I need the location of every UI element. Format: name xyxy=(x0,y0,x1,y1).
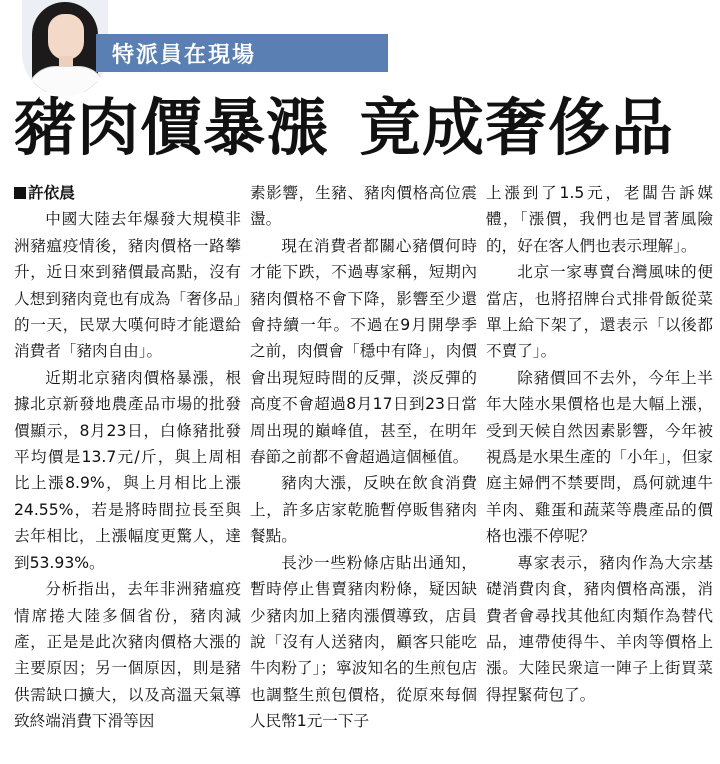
paragraph: 分析指出，去年非洲豬瘟疫情席捲大陸多個省份，豬肉減產，正是是此次豬肉價格大漲的主要原因；另一個原因，則是豬供需缺口擴大，以及高溫天氣導致終端消費下滑等因 xyxy=(14,580,241,731)
byline-author: 許依晨 xyxy=(28,184,75,202)
paragraph-continued: 上漲到了1.5元，老闆告訴媒體，「漲價，我們也是冒著風險的，好在客人們也表示理解」。 xyxy=(486,184,713,255)
paragraph: 近期北京豬肉價格暴漲，根據北京新發地農產品市場的批發價顯示，8月23日，白條豬批發平均價是13.7元/斤，與上周相比上漲8.9%，與上月相比上漲24.55%，若是將時間拉長至與去年相比，上漲幅度更驚人，達到53.93%。 xyxy=(14,368,241,572)
paragraph: 豬肉大漲，反映在飲食消費上，許多店家乾脆暫停販售豬肉餐點。 xyxy=(250,474,477,546)
section-label: 特派員在現場 xyxy=(112,42,257,68)
paragraph: 專家表示，豬肉作為大宗基礎消費肉食，豬肉價格高漲，消費者會尋找其他紅肉類作為替代品，連帶使得牛、羊肉等價格上漲。大陸民衆這一陣子上街買菜得捏緊荷包了。 xyxy=(486,553,713,704)
headline-part-1: 豬肉價暴漲 xyxy=(14,91,330,164)
paragraph: 現在消費者都關心豬價何時才能下跌，不過專家稱，短期內豬肉價格不會下降，影響至少還會持續一年。不過在9月開學季之前，肉價會「穩中有降」，肉價會出現短時間的反彈，淡反彈的高度不會超過8月17日到23日當周出現的巔峰值，甚至，在明年春節之前都不會超過這個極值。 xyxy=(250,236,477,467)
paragraph: 除豬價回不去外，今年上半年大陸水果價格也是大幅上漲，受到天候自然因素影響，今年被視爲是水果生產的「小年」，但家庭主婦們不禁要問，爲何就連牛羊肉、雞蛋和蔬菜等農產品的價格也漲不停呢？ xyxy=(486,368,713,546)
section-banner xyxy=(96,34,388,72)
article-column-1 xyxy=(14,180,241,758)
paragraph: 北京一家專賣台灣風味的便當店，也將招牌台式排骨飯從菜單上給下架了，還表示「以後都不賣了」。 xyxy=(486,263,713,361)
paragraph-continued: 素影響，生豬、豬肉價格高位震盪。 xyxy=(250,184,477,229)
article-body xyxy=(14,180,714,758)
paragraph: 長沙一些粉條店貼出通知，暫時停止售賣豬肉粉條，疑因缺少豬肉加上豬肉漲價導致，店員說「沒有人送豬肉，顧客只能吃牛肉粉了」；寧波知名的生煎包店也調整生煎包價格，從原來每個人民幣1元一下子 xyxy=(250,553,477,731)
byline xyxy=(14,180,241,206)
headline xyxy=(14,88,714,168)
paragraph: 中國大陸去年爆發大規模非洲豬瘟疫情後，豬肉價格一路攀升，近日來到豬價最高點，沒有人想到豬肉竟也有成為「奢侈品」的一天，民眾大嘆何時才能還給消費者「豬肉自由」。 xyxy=(14,210,241,361)
article-column-2 xyxy=(250,180,477,758)
article-column-3 xyxy=(486,180,713,758)
byline-square-icon xyxy=(14,187,26,199)
headline-part-2: 竟成奢侈品 xyxy=(359,91,675,164)
